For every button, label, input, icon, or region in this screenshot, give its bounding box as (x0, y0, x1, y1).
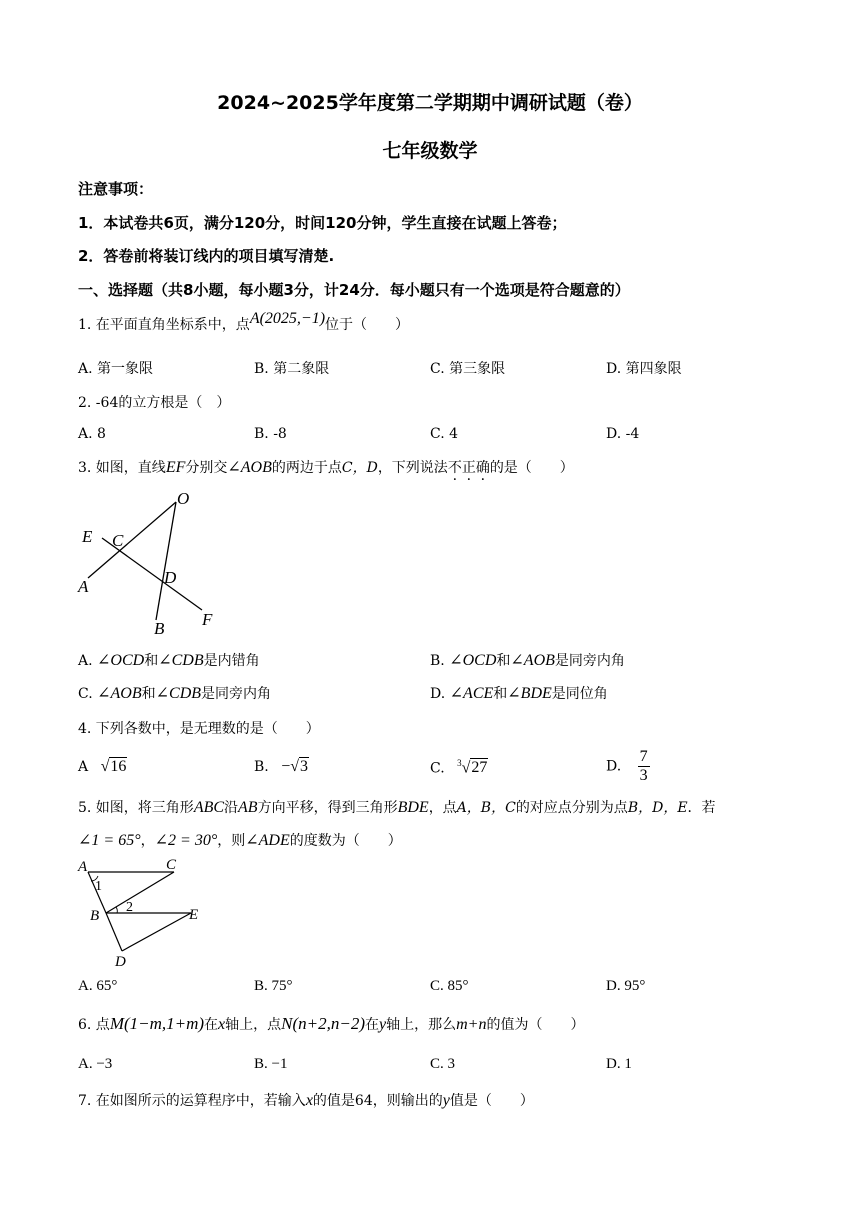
q2-option-c[interactable]: C. 4 (430, 426, 459, 442)
question-7: 7. 在如图所示的运算程序中，若输入x的值是64，则输出的y值是（ ） (78, 1092, 534, 1109)
notes-item-1: 1．本试卷共6页，满分120分，时间120分钟，学生直接在试题上答卷； (78, 214, 567, 232)
line-ob (156, 502, 176, 620)
q6-option-a[interactable]: A. −3 (78, 1056, 113, 1072)
label-a: A (78, 859, 88, 875)
q4-option-c[interactable]: C. $^3$√27 (430, 758, 488, 777)
label-b: B (154, 619, 165, 638)
question-6: 6. 点M(1−m,1+m)在x轴上，点N(n+2,n−2)在y轴上，那么m+n的值为（ ） (78, 1014, 585, 1033)
notes-item-2: 2．答卷前将装订线内的项目填写清楚. (78, 247, 335, 265)
label-d: D (115, 954, 126, 970)
notes-heading: 注意事项： (78, 180, 154, 198)
q5-figure (76, 854, 212, 970)
neg-sqrt-3: −√3 (281, 758, 309, 775)
q3-option-c[interactable]: C. ∠AOB和∠CDB是同旁内角 (78, 685, 272, 702)
q4-option-d[interactable]: D. $\frac{7}{3}$ (606, 748, 648, 784)
q3-option-d[interactable]: D. ∠ACE和∠BDE是同位角 (430, 685, 608, 702)
question-3: 3. 如图，直线EF分别交∠AOB的两边于点C，D，下列说法不正确的是（ ） (78, 459, 574, 476)
q6-option-b[interactable]: B. −1 (254, 1056, 288, 1072)
q5-option-d[interactable]: D. 95° (606, 978, 646, 994)
label-c: C (166, 857, 177, 873)
question-5-line-2: ∠1 = 65°，∠2 = 30°，则∠ADE的度数为（ ） (78, 832, 402, 849)
q3-figure (74, 488, 234, 638)
page-title: 2024~2025学年度第二学期期中调研试题（卷） (217, 92, 643, 114)
label-d: D (164, 568, 177, 587)
cbrt-27: $^3$√27 (457, 758, 488, 777)
line-oa (88, 502, 176, 578)
label-2: 2 (126, 900, 133, 915)
q4-option-a[interactable]: A √16 (78, 758, 127, 775)
page-subtitle: 七年级数学 (382, 140, 478, 162)
q5-option-b[interactable]: B. 75° (254, 978, 293, 994)
question-2: 2. -64的立方根是（ ） (78, 395, 231, 411)
section-heading: 一、选择题（共8小题，每小题3分，计24分．每小题只有一个选项是符合题意的） (78, 281, 630, 299)
q6-option-d[interactable]: D. 1 (606, 1056, 632, 1072)
point-a-coord: A(2025,−1) (249, 310, 326, 327)
fraction-7-3: $\frac{7}{3}$ (639, 748, 648, 784)
q3-option-b[interactable]: B. ∠OCD和∠AOB是同旁内角 (430, 652, 625, 669)
sqrt-16: √16 (100, 758, 127, 775)
q2-option-d[interactable]: D. -4 (606, 426, 640, 442)
q1-option-c[interactable]: C. 第三象限 (430, 361, 506, 377)
q4-option-b[interactable]: B. −√3 (254, 758, 309, 775)
q5-option-a[interactable]: A. 65° (78, 978, 118, 994)
q1-option-b[interactable]: B. 第二象限 (254, 361, 330, 377)
label-a: A (78, 577, 89, 596)
q2-option-b[interactable]: B. -8 (254, 426, 287, 442)
label-e: E (189, 907, 199, 923)
label-b: B (90, 908, 100, 924)
q1-option-a[interactable]: A. 第一象限 (78, 361, 154, 377)
q5-option-c[interactable]: C. 85° (430, 978, 469, 994)
q2-option-a[interactable]: A. 8 (78, 426, 106, 442)
label-c: C (112, 531, 124, 550)
q6-option-c[interactable]: C. 3 (430, 1056, 456, 1072)
label-f: F (202, 610, 213, 629)
question-5-line-1: 5. 如图，将三角形ABC沿AB方向平移，得到三角形BDE，点A，B，C的对应点分别为点B，D，E．若 (78, 799, 716, 816)
q3-option-a[interactable]: A. ∠OCD和∠CDB是内错角 (78, 652, 260, 669)
label-o: O (177, 489, 190, 508)
question-1: 1. 在平面直角坐标系中，点A(2025,−1)位于（ ） (78, 310, 410, 333)
label-e: E (82, 527, 93, 546)
label-1: 1 (95, 879, 102, 894)
q1-option-d[interactable]: D. 第四象限 (606, 361, 682, 377)
question-4: 4. 下列各数中，是无理数的是（ ） (78, 721, 320, 737)
